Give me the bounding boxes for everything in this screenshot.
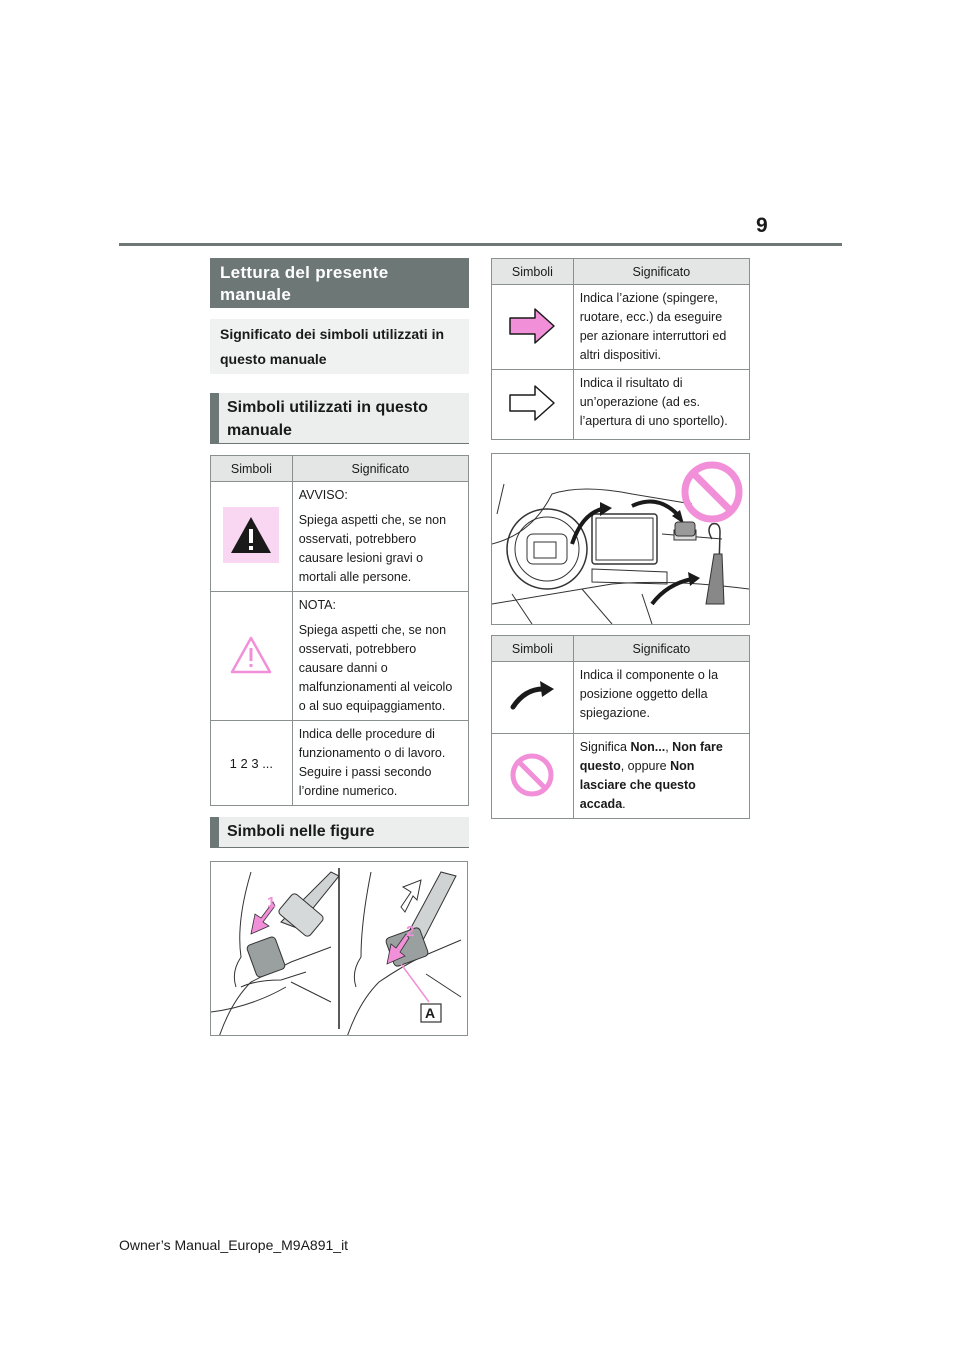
caution-triangle-icon — [229, 635, 273, 675]
seatbelt-figure — [210, 861, 468, 1036]
warning-label: AVVISO: — [298, 488, 348, 502]
table-row — [211, 482, 469, 592]
pointer-arrow-icon — [507, 679, 557, 713]
step-numbers-icon: 1 2 3 ... — [229, 755, 274, 771]
steps-text: Indica delle procedure di funzionamento o di lavoro. Seguire i passi secondo l’ordine numerico. — [292, 721, 468, 806]
warning-text: Spiega aspetti che, se non osservati, potrebbero causare lesioni gravi o mortali alle persone. — [298, 513, 447, 584]
note-label: NOTA: — [298, 598, 336, 612]
section-heading-figures: Simboli nelle figure — [210, 817, 469, 848]
table-row — [492, 370, 750, 440]
section-heading-symbols: Simboli utilizzati in questo manuale — [210, 393, 469, 444]
header-rule — [119, 243, 842, 246]
col-meaning-header: Significato — [573, 636, 749, 662]
dashboard-illustration — [492, 454, 749, 624]
col-symbols-header: Simboli — [211, 456, 293, 482]
subtitle: Significato dei simboli utilizzati in questo manuale — [210, 319, 469, 374]
result-arrow-icon — [507, 383, 557, 423]
note-text: Spiega aspetti che, se non osservati, potrebbero causare danni o malfunzionamenti al veicolo o al suo equipaggiamento. — [298, 623, 453, 713]
table-row — [211, 721, 469, 806]
figure-step-2-label: 2 — [406, 923, 415, 940]
chapter-title: Lettura del presente manuale — [210, 258, 469, 308]
figure-step-1-label: 1 — [267, 894, 276, 911]
action-arrow-icon — [507, 306, 557, 346]
dashboard-figure — [491, 453, 750, 625]
col-meaning-header: Significato — [573, 259, 749, 285]
figure-symbols-table — [491, 635, 750, 819]
symbols-table — [210, 455, 469, 806]
figure-callout-a: A — [425, 1005, 436, 1021]
prohibition-text: Significa Non..., Non fare questo, oppure Non lasciare che questo accada. — [573, 734, 749, 819]
action-arrow-text: Indica l’azione (spingere, ruotare, ecc.) da eseguire per azionare interruttori ed altri dispositivi. — [573, 285, 749, 370]
warning-triangle-icon — [223, 507, 279, 563]
page-number: 9 — [756, 214, 768, 237]
col-symbols-header: Simboli — [492, 636, 574, 662]
table-header-row — [492, 259, 750, 285]
table-header-row — [211, 456, 469, 482]
table-row — [492, 285, 750, 370]
result-arrow-text: Indica il risultato di un’operazione (ad es. l’apertura di uno sportello). — [573, 370, 749, 440]
arrow-symbols-table — [491, 258, 750, 440]
table-header-row — [492, 636, 750, 662]
col-symbols-header: Simboli — [492, 259, 574, 285]
col-meaning-header: Significato — [292, 456, 468, 482]
table-row — [492, 662, 750, 734]
table-row — [492, 734, 750, 819]
footer-text: Owner’s Manual_Europe_M9A891_it — [119, 1237, 349, 1253]
pointer-arrow-text: Indica il componente o la posizione oggetto della spiegazione. — [573, 662, 749, 734]
table-row — [211, 592, 469, 721]
prohibition-icon — [507, 750, 557, 800]
